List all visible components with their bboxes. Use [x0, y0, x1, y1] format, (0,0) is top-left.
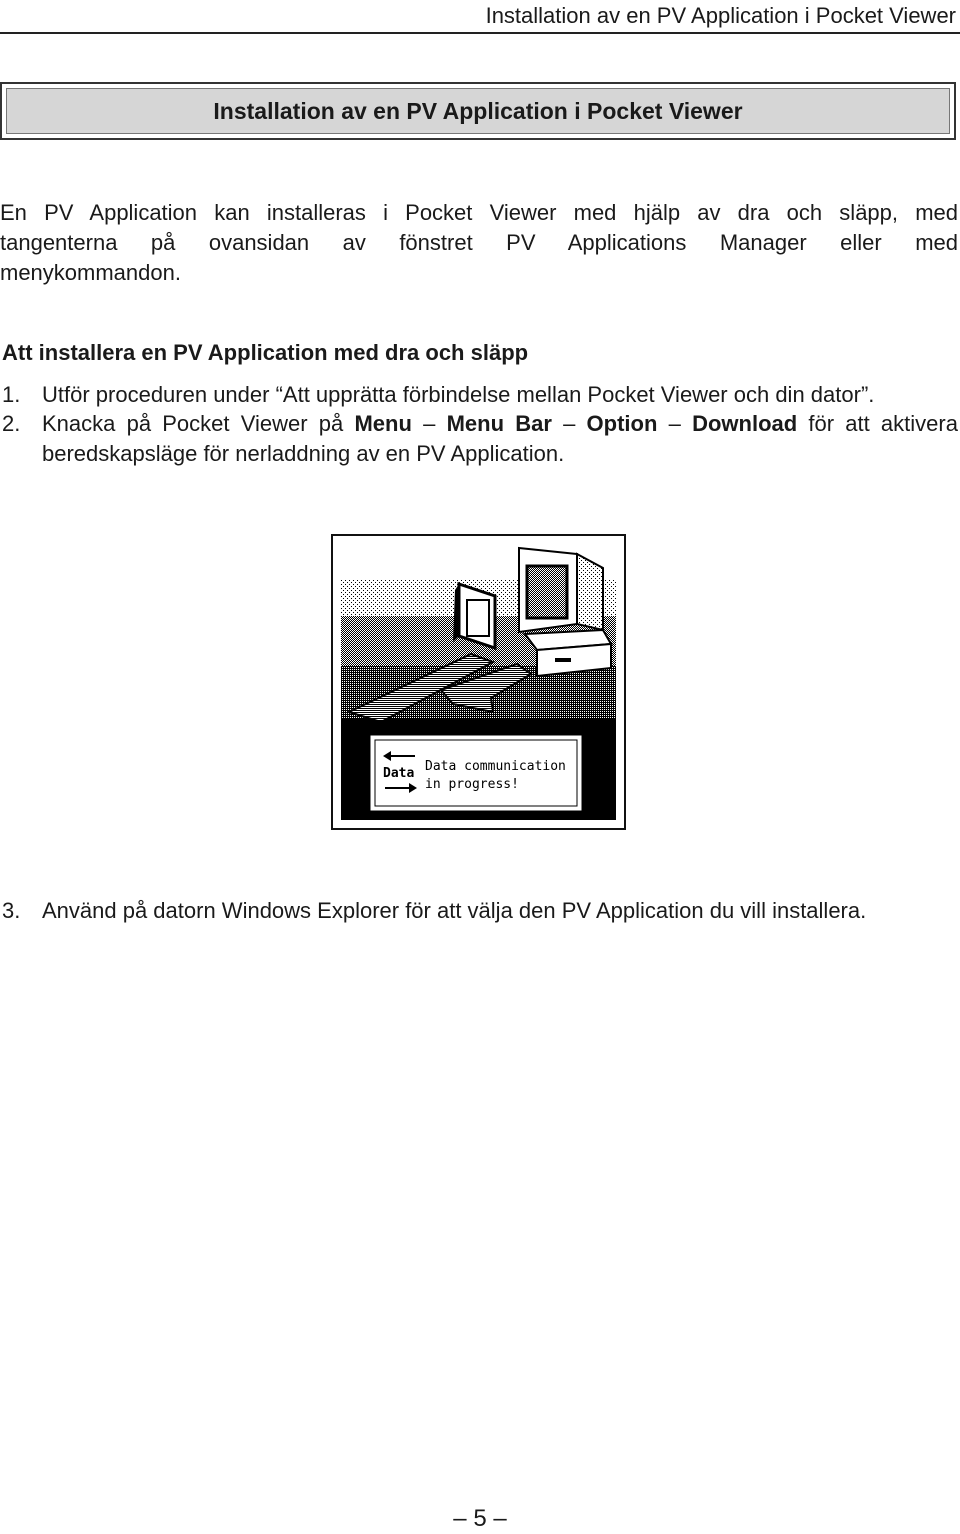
- intro-paragraph: [0, 198, 958, 288]
- pocket-viewer-screen-illustration: [341, 544, 616, 820]
- section-heading: Att installera en PV Application med dra och släpp: [2, 340, 529, 365]
- title-box: [0, 82, 956, 140]
- data-communication-screenshot: [331, 534, 626, 830]
- step-2-line-2: beredskapsläge för nerladdning av en PV Application.: [42, 441, 565, 466]
- data-communication-dialog: [369, 734, 583, 812]
- header-rule: [0, 32, 960, 34]
- dialog-message-line-2: in progress!: [425, 777, 519, 792]
- running-header: Installation av en PV Application i Pocket Viewer: [485, 3, 956, 28]
- step-text: Använd på datorn Windows Explorer för att välja den PV Application du vill installera.: [42, 898, 867, 923]
- step-1: [0, 380, 958, 410]
- data-icon-label: Data: [383, 766, 415, 781]
- title-box-inner: [6, 88, 950, 134]
- menu-command-menu-bar: Menu Bar: [446, 411, 552, 436]
- step-2-line-1: [42, 409, 958, 439]
- separator: –: [411, 411, 447, 436]
- step-number: 2.: [2, 411, 21, 436]
- step-3: [0, 896, 958, 926]
- step-2-lead: Knacka på Pocket Viewer på: [42, 411, 355, 436]
- menu-command-option: Option: [586, 411, 658, 436]
- step-number: 3.: [2, 898, 21, 923]
- menu-command-download: Download: [692, 411, 798, 436]
- step-number: 1.: [2, 382, 21, 407]
- page-number: – 5 –: [453, 1505, 507, 1532]
- step-2: [0, 409, 958, 469]
- intro-line-3: menykommandon.: [0, 260, 181, 285]
- menu-command-menu: Menu: [354, 411, 412, 436]
- dialog-message-line-1: Data communication: [425, 759, 566, 774]
- separator: –: [657, 411, 693, 436]
- step-text: Utför proceduren under “Att upprätta förbindelse mellan Pocket Viewer och din dator”.: [42, 382, 875, 407]
- separator: –: [551, 411, 587, 436]
- intro-line-2: tangenterna på ovansidan av fönstret PV Applications Manager eller med: [0, 230, 958, 255]
- step-body: [42, 409, 958, 469]
- page-title: Installation av en PV Application i Pocket Viewer: [213, 97, 743, 124]
- step-2-tail: för att aktivera: [797, 411, 958, 436]
- intro-line-1: En PV Application kan installeras i Pocket Viewer med hjälp av dra och släpp, med: [0, 200, 958, 225]
